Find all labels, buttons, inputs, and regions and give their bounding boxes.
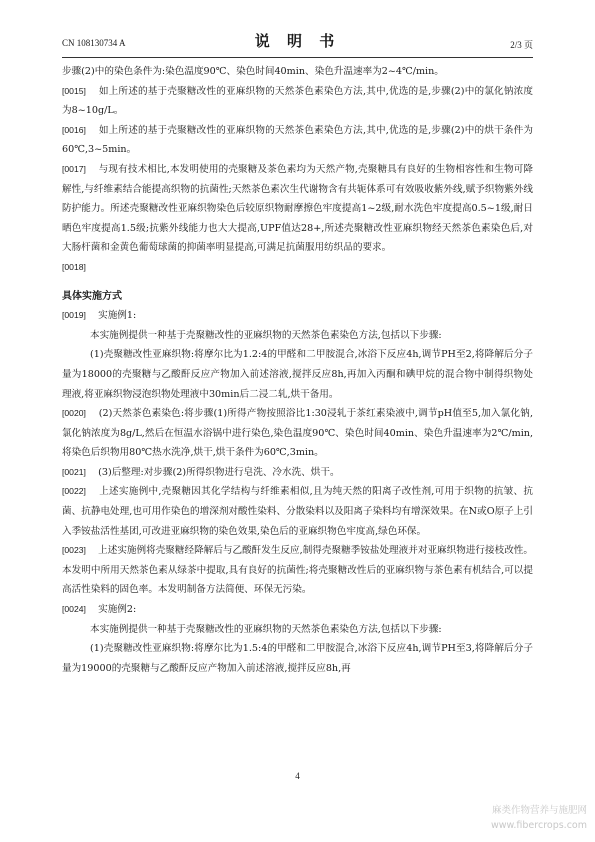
patent-number: CN 108130734 A xyxy=(62,38,126,48)
paragraph-number: [0018] xyxy=(62,261,86,272)
paragraph-0021 xyxy=(62,463,533,483)
paragraph-0024 xyxy=(62,600,533,620)
paragraph-number: [0019] xyxy=(62,310,86,321)
paragraph xyxy=(62,62,533,82)
paragraph-text: 与现有技术相比,本发明使用的壳聚糖及茶色素均为天然产物,壳聚糖具有良好的生物相容性和生物可降解性,与纤维素结合能提高织物的抗菌性;天然茶色素次生代谢物含有共轭体系可有效吸收紫外线,赋予织物紫外线防护能力。所述壳聚糖改性亚麻织物染色后较原织物耐摩擦色牢度提高1~2级,耐水洗色牢度提高0.5~1级,耐日晒色牢度提高1.5级;抗紫外线能力也大大提高,UPF值达28+,所述壳聚糖改性亚麻织物经天然茶色素染色后,对大肠杆菌和金黄色葡萄球菌的抑菌率明显提高,可满足抗菌服用纺织品的要求。 xyxy=(62,163,533,254)
paragraph-number: [0022] xyxy=(62,486,86,497)
paragraph-0022 xyxy=(62,482,533,541)
paragraph-number: [0024] xyxy=(62,604,86,615)
paragraph-0023 xyxy=(62,541,533,600)
paragraph-number: [0017] xyxy=(62,163,86,174)
paragraph-text: (3)后整理:对步骤(2)所得织物进行皂洗、冷水洗、烘干。 xyxy=(98,466,340,478)
page-reference: 2/3 页 xyxy=(510,40,533,50)
paragraph-text: 步骤(2)中的染色条件为:染色温度90℃、染色时间40min、染色升温速率为2~4℃/min。 xyxy=(62,66,444,77)
paragraph-number: [0015] xyxy=(62,85,86,96)
paragraph-text: 如上所述的基于壳聚糖改性的亚麻织物的天然茶色素染色方法,其中,优选的是,步骤(2)中的烘干条件为60℃,3~5min。 xyxy=(62,124,533,156)
paragraph-text: (2)天然茶色素染色:将步骤(1)所得产物按照浴比1:30浸轧于茶红素染液中,调节pH值至5,加入氯化钠,氯化钠浓度为8g/L,然后在恒温水浴锅中进行染色,染色温度90℃、染色时间40min、染色升温速率为2℃/min,将染色后织物用80℃热水洗净,烘干,烘干条件为60℃,3min。 xyxy=(62,408,534,459)
paragraph xyxy=(62,620,533,640)
page-header xyxy=(62,28,533,56)
paragraph-number: [0016] xyxy=(62,124,86,135)
paragraph-number: [0020] xyxy=(62,408,86,419)
document-title: 说 明 书 xyxy=(254,32,341,50)
paragraph-number: [0021] xyxy=(62,466,86,477)
header-divider xyxy=(62,57,533,58)
paragraph-number: [0023] xyxy=(62,545,86,556)
section-heading: 具体实施方式 xyxy=(62,290,122,302)
paragraph-text: (1)壳聚糖改性亚麻织物:将摩尔比为1.2:4的甲醛和二甲胺混合,冰浴下反应4h,调节PH至2,将降解后分子量为18000的壳聚糖与乙酸酐反应产物加入前述溶液,搅拌反应8h,再加入丙酮和碘甲烷的混合物中制得织物处理液,将亚麻织物浸泡织物处理液中30min后二浸二轧,烘干备用。 xyxy=(62,349,533,400)
paragraph-text: 实施例2: xyxy=(98,604,137,616)
paragraph-0019 xyxy=(62,306,533,326)
paragraph xyxy=(62,345,533,404)
paragraph-text: 上述实施例将壳聚糖经降解后与乙酸酐发生反应,制得壳聚糖季铵盐处理液并对亚麻织物进行接枝改性。本发明中所用天然茶色素从绿茶中提取,具有良好的抗菌性;将壳聚糖改性后的亚麻织物与茶色素有机结合,可以提高活性染料的固色率。本发明制备方法简便、环保无污染。 xyxy=(62,545,533,596)
paragraph-0020 xyxy=(62,404,533,463)
paragraph-text: 实施例1: xyxy=(98,310,137,322)
paragraph-text: 如上所述的基于壳聚糖改性的亚麻织物的天然茶色素染色方法,其中,优选的是,步骤(2)中的氯化钠浓度为8~10g/L。 xyxy=(62,85,533,117)
paragraph-text: (1)壳聚糖改性亚麻织物:将摩尔比为1.5:4的甲醛和二甲胺混合,冰浴下反应4h,调节PH至3,将降解后分子量为19000的壳聚糖与乙酸酐反应产物加入前述溶液,搅拌反应8h,再 xyxy=(62,643,533,674)
spacer xyxy=(62,278,533,287)
paragraph-0018 xyxy=(62,258,533,278)
watermark-site-name: 麻类作物营养与施肥网 xyxy=(491,805,587,816)
document-body xyxy=(62,62,533,678)
paragraph-text: 上述实施例中,壳聚糖因其化学结构与纤维素相似,且为纯天然的阳离子改性剂,可用于织物的抗皱、抗菌、抗静电处理,也可用作染色的增深剂对酸性染料、分散染料以及阳离子染料均有增深效果。在N或O原子上引入季铵盐活性基团,可改进亚麻织物的染色效果,染色后的亚麻织物色牢度高,绿色环保。 xyxy=(62,486,533,537)
paragraph-0015 xyxy=(62,82,533,121)
paragraph-0017 xyxy=(62,160,533,258)
page-number: 4 xyxy=(295,771,300,781)
paragraph-0016 xyxy=(62,121,533,160)
paragraph xyxy=(62,639,533,678)
paragraph-text: 本实施例提供一种基于壳聚糖改性的亚麻织物的天然茶色素染色方法,包括以下步骤: xyxy=(90,329,442,341)
site-watermark xyxy=(437,803,587,833)
watermark-url: www.fibercrops.com xyxy=(490,820,587,831)
paragraph-text: 本实施例提供一种基于壳聚糖改性的亚麻织物的天然茶色素染色方法,包括以下步骤: xyxy=(90,623,442,635)
paragraph xyxy=(62,326,533,346)
